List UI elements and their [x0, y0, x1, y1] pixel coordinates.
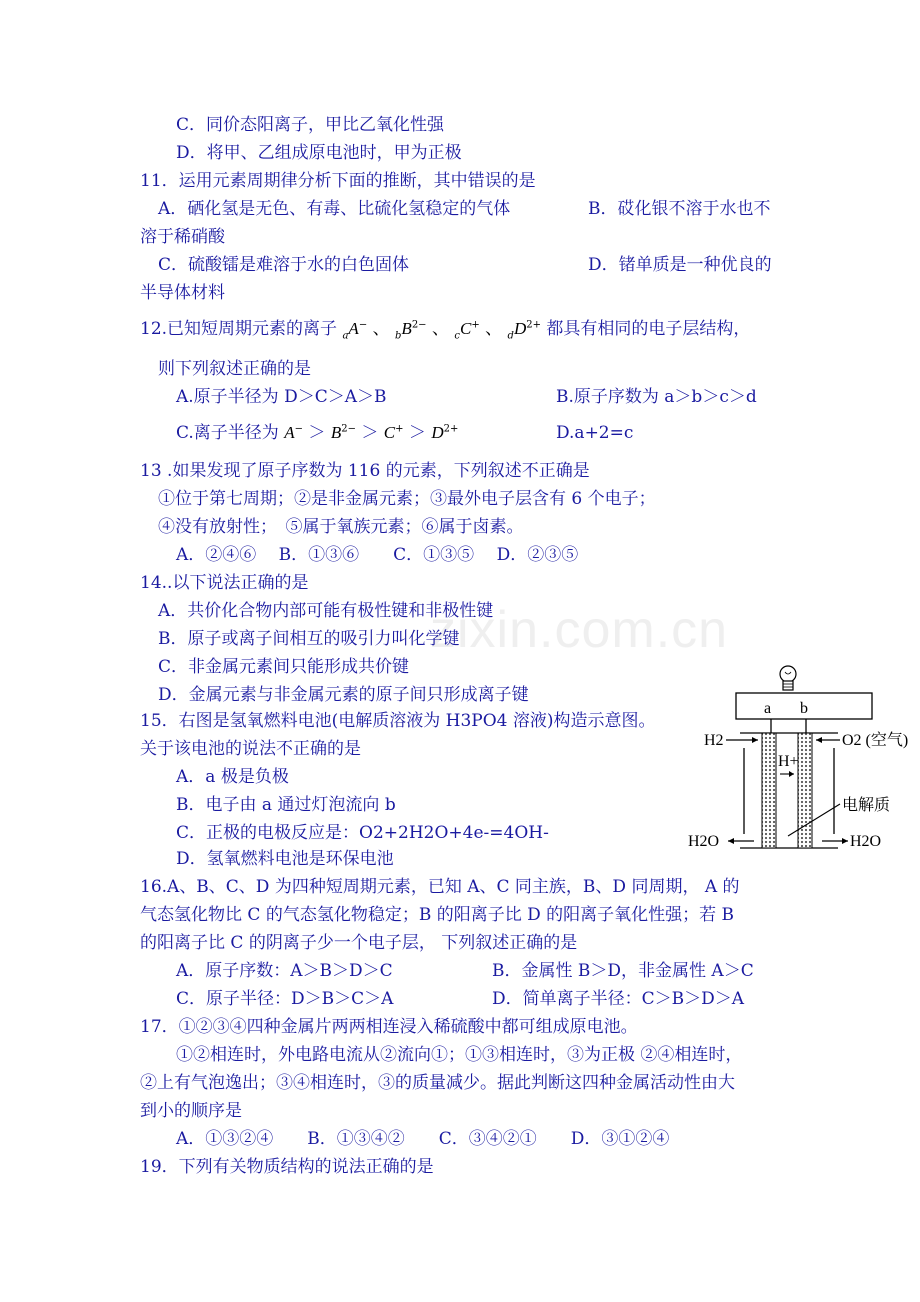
q14-stem: 14..以下说法正确的是	[140, 573, 309, 593]
q15-option-d: D．氢氧燃料电池是环保电池	[176, 849, 394, 869]
ion-b-number: b	[395, 330, 402, 342]
q17-stem-4: 到小的顺序是	[140, 1101, 242, 1121]
watermark: zixin.com.cn	[430, 601, 729, 659]
q17-stem-3: ②上有气泡逸出；③④相连时，③的质量减少。据此判断这四种金属活动性由大	[140, 1073, 735, 1093]
ion-d-number: d	[507, 330, 514, 342]
q15-option-b: B．电子由 a 通过灯泡流向 b	[176, 795, 396, 815]
q15-option-a: A．a 极是负极	[176, 767, 289, 787]
h2o-outlet-left: H2O	[688, 833, 720, 850]
ion-a-charge: −	[358, 319, 368, 331]
ion-d: D	[513, 319, 527, 338]
gt: ＞	[308, 423, 326, 443]
q11-option-c: C．硫酸镭是难溶于水的白色固体	[158, 255, 410, 275]
q16-option-c: C．原子半径：D＞B＞C＞A	[176, 989, 394, 1009]
q13-stem: 13 .如果发现了原子序数为 116 的元素，下列叙述不正确是	[140, 461, 590, 481]
q14-option-a: A．共价化合物内部可能有极性键和非极性键	[158, 601, 494, 621]
electrode-b	[798, 733, 812, 848]
q19-stem: 19．下列有关物质结构的说法正确的是	[140, 1157, 434, 1177]
q14-option-c: C．非金属元素间只能形成共价键	[158, 657, 410, 677]
q12c-prefix: C.离子半径为	[176, 423, 279, 443]
gt: ＞	[361, 423, 379, 443]
q16-option-b: B．金属性 B＞D，非金属性 A＞C	[492, 961, 754, 981]
proton-label: H+	[778, 753, 799, 770]
q10-option-d: D．将甲、乙组成原电池时，甲为正极	[176, 143, 462, 163]
q16-stem-2: 气态氢化物比 C 的气态氢化物稳定；B 的阳离子比 D 的阳离子氧化性强；若 B	[140, 905, 735, 925]
ion-c-charge: +	[471, 319, 480, 331]
q16-stem-1: 16.A、B、C、D 为四种短周期元素，已知 A、C 同主族，B、D 同周期， A 的	[140, 877, 740, 897]
q12-option-a: A.原子半径为 D＞C＞A＞B	[176, 387, 387, 407]
ion-b-charge: 2−	[411, 319, 427, 331]
ion-a-number: a	[342, 330, 349, 342]
ion-c-charge: +	[395, 423, 404, 435]
q11-option-b: B．砹化银不溶于水也不	[588, 199, 771, 219]
sep: 、	[485, 319, 503, 339]
o2-inlet-label: O2 (空气)	[842, 732, 909, 749]
ion-c-number: c	[454, 330, 460, 342]
sep: 、	[431, 319, 449, 339]
q10-option-c: C．同价态阳离子，甲比乙氧化性强	[176, 115, 445, 135]
ion-a: A	[348, 319, 359, 338]
q11-option-a: A．硒化氢是无色、有毒、比硫化氢稳定的气体	[158, 199, 511, 219]
q13-items-1: ①位于第七周期；②是非金属元素；③最外电子层含有 6 个电子；	[158, 489, 656, 509]
q15-stem-2: 关于该电池的说法不正确的是	[140, 739, 361, 759]
ion-d: D	[431, 423, 444, 442]
ion-a: A	[284, 423, 295, 442]
q16-stem-3: 的阳离子比 C 的阴离子少一个电子层， 下列叙述正确的是	[140, 933, 578, 953]
electrolyte-pointer	[788, 804, 840, 836]
q14-option-d: D．金属元素与非金属元素的原子间只形成离子键	[158, 685, 529, 705]
electrode-a	[762, 733, 776, 848]
q13-options: A．②④⑥ B．①③⑥ C．①③⑤ D．②③⑤	[176, 545, 579, 565]
q12-stem-2: 则下列叙述正确的是	[158, 359, 311, 379]
ion-b: B	[401, 319, 412, 338]
ion-a-charge: −	[294, 423, 303, 435]
q12-suffix: 都具有相同的电子层结构，	[546, 319, 751, 339]
electrolyte-label: 电解质	[842, 797, 891, 814]
q12-stem	[140, 318, 750, 347]
q11-stem: 11．运用元素周期律分析下面的推断，其中错误的是	[140, 171, 536, 191]
q12-prefix: 12.已知短周期元素的离子	[140, 319, 338, 339]
ion-d-charge: 2+	[526, 319, 541, 331]
gt: ＞	[408, 423, 426, 443]
h2o-outlet-right: H2O	[850, 833, 882, 850]
fuel-cell-diagram	[684, 660, 920, 860]
ion-c: C	[383, 423, 396, 442]
electrode-label-a: a	[764, 700, 772, 717]
q11-option-b-cont: 溶于稀硝酸	[140, 227, 225, 247]
proton-arrow	[789, 771, 794, 777]
ion-c: C	[459, 319, 472, 338]
ion-b: B	[330, 423, 342, 442]
q17-options: A．①③②④ B．①③④② C．③④②① D．③①②④	[176, 1129, 670, 1149]
q12-option-c	[176, 422, 458, 444]
q16-option-d: D．简单离子半径：C＞B＞D＞A	[492, 989, 745, 1009]
ion-b-charge: 2−	[341, 423, 356, 435]
q12-option-d: D.a+2=c	[556, 423, 634, 443]
h2-inlet-label: H2	[704, 732, 724, 749]
q12-option-b: B.原子序数为 a＞b＞c＞d	[556, 387, 757, 407]
q14-option-b: B．原子或离子间相互的吸引力叫化学键	[158, 629, 460, 649]
q15-option-c: C．正极的电极反应是：O2+2H2O+4e-=4OH-	[176, 823, 549, 843]
q11-option-d-cont: 半导体材料	[140, 283, 225, 303]
q16-option-a: A．原子序数：A＞B＞D＞C	[176, 961, 393, 981]
q17-stem: 17．①②③④四种金属片两两相连浸入稀硫酸中都可组成原电池。	[140, 1017, 638, 1037]
electrode-label-b: b	[800, 700, 808, 717]
q13-items-2: ④没有放射性； ⑤属于氧族元素；⑥属于卤素。	[158, 517, 524, 537]
sep: 、	[372, 319, 390, 339]
bulb-icon	[780, 666, 796, 690]
q17-stem-2: ①②相连时，外电路电流从②流向①；①③相连时，③为正极 ②④相连时，	[176, 1045, 743, 1065]
ion-d-charge: 2+	[443, 423, 459, 435]
q15-stem: 15．右图是氢氧燃料电池(电解质溶液为 H3PO4 溶液)构造示意图。	[140, 711, 656, 731]
q11-option-d: D．锗单质是一种优良的	[588, 255, 772, 275]
